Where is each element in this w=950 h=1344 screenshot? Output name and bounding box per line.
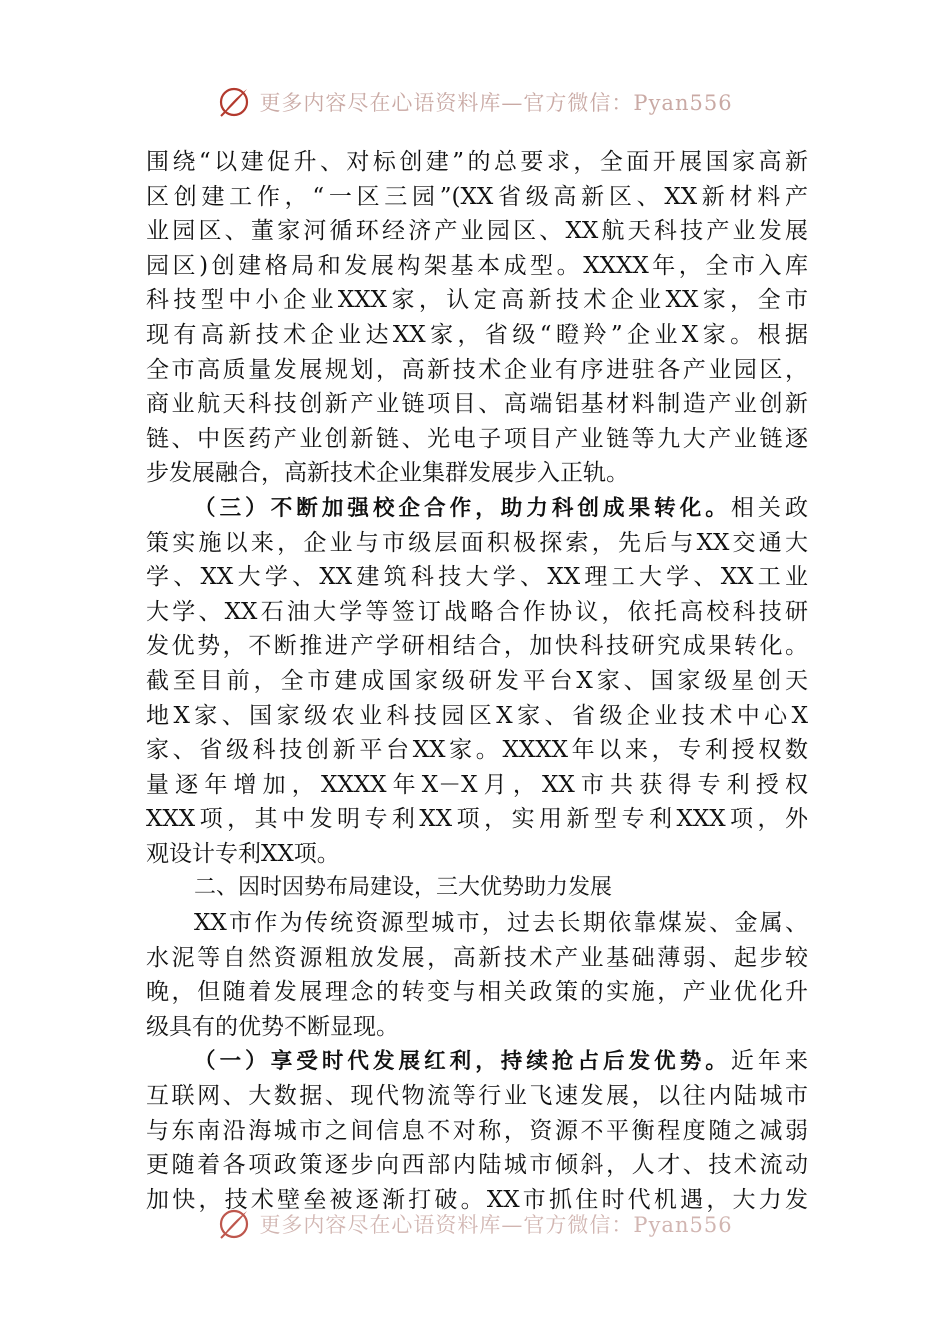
paragraph-line: 全市高质量发展规划，高新技术企业有序进驻各产业园区， xyxy=(146,356,808,383)
paragraph-line: 晚，但随着发展理念的转变与相关政策的实施，产业优化升 xyxy=(146,979,808,1006)
subsection-heading: （一）享受时代发展红利，持续抢占后发优势。 xyxy=(194,1049,731,1075)
paragraph-line: XXX项，其中发明专利XX项，实用新型专利XXX项，外 xyxy=(146,806,808,833)
watermark-text: 更多内容尽在心语资料库—官方微信：Pyan556 xyxy=(259,91,733,115)
paragraph-line: 业园区、董家河循环经济产业园区、XX航天科技产业发展 xyxy=(146,218,808,245)
watermark-text-footer: 更多内容尽在心语资料库—官方微信：Pyan556 xyxy=(259,1213,733,1237)
paragraph-line: 商业航天科技创新产业链项目、高端铝基材料制造产业创新 xyxy=(146,391,808,418)
paragraph-line: 策实施以来，企业与市级层面积极探索，先后与XX交通大 xyxy=(146,529,808,556)
quill-logo-icon xyxy=(217,85,251,119)
paragraph-text: 相关政 xyxy=(730,494,808,521)
paragraph-line: 截至目前，全市建成国家级研发平台X家、国家级星创天 xyxy=(146,667,808,694)
quill-logo-icon xyxy=(217,1207,251,1241)
paragraph-line: 发优势，不断推进产学研相结合，加快科技研究成果转化。 xyxy=(146,633,808,660)
paragraph-line: 大学、XX石油大学等签订战略合作协议，依托高校科技研 xyxy=(146,598,808,625)
paragraph-line: 观设计专利XX项。 xyxy=(146,840,340,867)
paragraph-line: 学、XX大学、XX建筑科技大学、XX理工大学、XX工业 xyxy=(146,564,808,591)
paragraph-line: XX市作为传统资源型城市，过去长期依靠煤炭、金属、 xyxy=(194,910,808,937)
paragraph-line: 围绕“以建促升、对标创建”的总要求，全面开展国家高新 xyxy=(146,149,808,175)
paragraph-line: 步发展融合，高新技术企业集群发展步入正轨。 xyxy=(146,460,629,487)
paragraph-line xyxy=(146,1044,808,1079)
paragraph-line: 链、中医药产业创新链、光电子项目产业链等九大产业链逐 xyxy=(146,425,808,452)
paragraph-line: 互联网、大数据、现代物流等行业飞速发展，以往内陆城市 xyxy=(146,1083,808,1110)
paragraph-line: 加快，技术壁垒被逐渐打破。XX市抓住时代机遇，大力发 xyxy=(146,1186,808,1213)
section-heading: 二、因时因势布局建设，三大优势助力发展 xyxy=(194,875,613,901)
document-body xyxy=(146,145,808,1217)
paragraph-line: 级具有的优势不断显现。 xyxy=(146,1013,399,1040)
paragraph-line: 量逐年增加，XXXX年X－X月，XX市共获得专利授权 xyxy=(146,771,808,798)
paragraph-line: 现有高新技术企业达XX家，省级“瞪羚”企业X家。根据 xyxy=(146,321,808,348)
paragraph-line: 园区)创建格局和发展构架基本成型。XXXX年，全市入库 xyxy=(146,252,808,279)
paragraph-line: 水泥等自然资源粗放发展，高新技术产业基础薄弱、起步较 xyxy=(146,944,808,971)
paragraph-line: 地X家、国家级农业科技园区X家、省级企业技术中心X xyxy=(146,702,808,729)
paragraph-line: 科技型中小企业XXX家，认定高新技术企业XX家，全市 xyxy=(146,287,808,314)
footer-watermark xyxy=(0,1204,950,1244)
paragraph-text: 近年来 xyxy=(730,1048,808,1075)
paragraph-line xyxy=(146,491,808,526)
paragraph-line: 与东南沿海城市之间信息不对称，资源不平衡程度随之减弱 xyxy=(146,1117,808,1144)
subsection-heading: （三）不断加强校企合作，助力科创成果转化。 xyxy=(194,495,731,521)
header-watermark xyxy=(0,82,950,122)
paragraph-line: 家、省级科技创新平台XX家。XXXX年以来，专利授权数 xyxy=(146,737,808,764)
paragraph-line: 区创建工作，“一区三园”(XX省级高新区、XX新材料产 xyxy=(146,183,808,210)
paragraph-line: 更随着各项政策逐步向西部内陆城市倾斜，人才、技术流动 xyxy=(146,1152,808,1179)
